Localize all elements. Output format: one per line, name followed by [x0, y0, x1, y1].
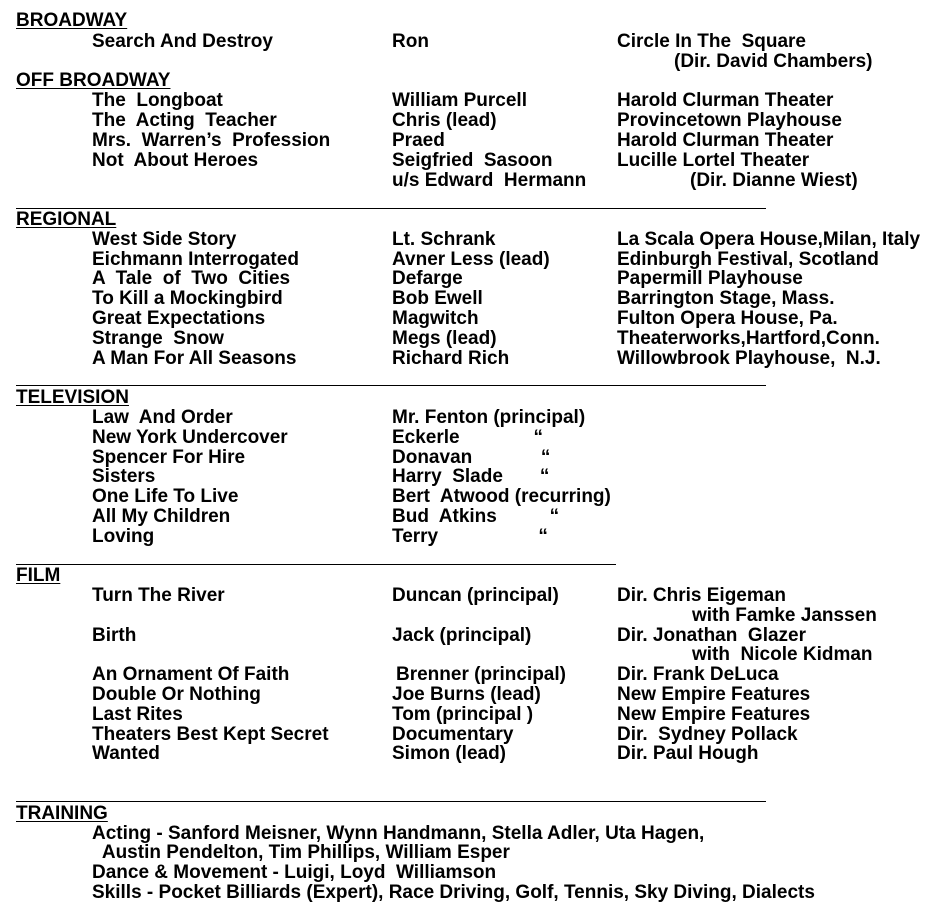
credit-role: Terry “: [392, 526, 548, 547]
section-heading-regional: REGIONAL: [16, 209, 117, 230]
credit-role: Richard Rich: [392, 348, 510, 369]
section-divider: [16, 564, 616, 565]
section-divider: [16, 801, 766, 802]
section-heading-broadway: BROADWAY: [16, 10, 128, 31]
credit-understudy-role: u/s Edward Hermann: [392, 170, 587, 191]
credit-role: Brenner (principal): [396, 664, 566, 685]
credit-venue: Edinburgh Festival, Scotland: [617, 249, 879, 270]
credit-show: A Tale of Two Cities: [92, 268, 291, 289]
section-heading-film: FILM: [16, 565, 61, 586]
credit-role: Tom (principal ): [392, 704, 534, 725]
credit-director: Dir. Sydney Pollack: [617, 724, 798, 745]
credit-director-note: (Dir. David Chambers): [674, 51, 873, 72]
credit-role: Duncan (principal): [392, 585, 559, 606]
credit-show: One Life To Live: [92, 486, 239, 507]
credit-show: The Acting Teacher: [92, 110, 277, 131]
credit-venue: Fulton Opera House, Pa.: [617, 308, 838, 329]
credit-venue: La Scala Opera House,Milan, Italy: [617, 229, 921, 250]
credit-show: Strange Snow: [92, 328, 224, 349]
credit-venue: Harold Clurman Theater: [617, 130, 834, 151]
credit-role: Bert Atwood (recurring): [392, 486, 611, 507]
credit-show: West Side Story: [92, 229, 237, 250]
training-line: Dance & Movement - Luigi, Loyd Williamson: [92, 862, 497, 883]
credit-director: Dir. Jonathan Glazer: [617, 625, 806, 646]
section-divider: [16, 208, 766, 209]
credit-role: Defarge: [392, 268, 463, 289]
credit-show: To Kill a Mockingbird: [92, 288, 283, 309]
credit-role: Donavan “: [392, 447, 551, 468]
credit-show: A Man For All Seasons: [92, 348, 297, 369]
credit-show: Wanted: [92, 743, 160, 764]
credit-role: Lt. Schrank: [392, 229, 496, 250]
credit-venue: Lucille Lortel Theater: [617, 150, 810, 171]
credit-role: Chris (lead): [392, 110, 497, 131]
credit-venue: Papermill Playhouse: [617, 268, 803, 289]
credit-costar-note: with Famke Janssen: [692, 605, 877, 626]
credit-role: Harry Slade “: [392, 466, 550, 487]
credit-costar-note: with Nicole Kidman: [692, 644, 873, 665]
credit-show: Loving: [92, 526, 155, 547]
credit-director: New Empire Features: [617, 684, 811, 705]
credit-show: Last Rites: [92, 704, 183, 725]
credit-director: Dir. Paul Hough: [617, 743, 759, 764]
credit-show: Double Or Nothing: [92, 684, 261, 705]
credit-show: Sisters: [92, 466, 156, 487]
credit-role: Mr. Fenton (principal): [392, 407, 586, 428]
credit-show: Great Expectations: [92, 308, 266, 329]
credit-role: Simon (lead): [392, 743, 507, 764]
credit-role: Joe Burns (lead): [392, 684, 541, 705]
training-line: Acting - Sanford Meisner, Wynn Handmann, Stella Adler, Uta Hagen,: [92, 823, 705, 844]
credit-role: Praed: [392, 130, 445, 151]
credit-role: Avner Less (lead): [392, 249, 550, 270]
credit-show: Spencer For Hire: [92, 447, 246, 468]
section-heading-off-broadway: OFF BROADWAY: [16, 70, 171, 91]
credit-show: Mrs. Warren’s Profession: [92, 130, 331, 151]
credit-show: Not About Heroes: [92, 150, 259, 171]
credit-director-note: (Dir. Dianne Wiest): [690, 170, 858, 191]
credit-show: Theaters Best Kept Secret: [92, 724, 329, 745]
credit-role: Seigfried Sasoon: [392, 150, 553, 171]
credit-role: Jack (principal): [392, 625, 532, 646]
credit-venue: Harold Clurman Theater: [617, 90, 834, 111]
credit-show: The Longboat: [92, 90, 223, 111]
credit-role: Ron: [392, 31, 429, 52]
credit-show: Law And Order: [92, 407, 233, 428]
credit-role: Megs (lead): [392, 328, 497, 349]
credit-venue: Willowbrook Playhouse, N.J.: [617, 348, 881, 369]
credit-venue: Circle In The Square: [617, 31, 806, 52]
credit-role: Documentary: [392, 724, 514, 745]
credit-director: Dir. Chris Eigeman: [617, 585, 786, 606]
credit-venue: Theaterworks,Hartford,Conn.: [617, 328, 880, 349]
section-divider: [16, 385, 766, 386]
credit-venue: Provincetown Playhouse: [617, 110, 842, 131]
credit-show: Birth: [92, 625, 137, 646]
credit-show: Turn The River: [92, 585, 225, 606]
credit-director: Dir. Frank DeLuca: [617, 664, 779, 685]
training-line: Skills - Pocket Billiards (Expert), Race Driving, Golf, Tennis, Sky Diving, Dialects: [92, 882, 815, 903]
credit-role: Bob Ewell: [392, 288, 483, 309]
credit-role: William Purcell: [392, 90, 527, 111]
credit-show: All My Children: [92, 506, 231, 527]
credit-show: Search And Destroy: [92, 31, 273, 52]
credit-role: Magwitch: [392, 308, 479, 329]
credit-show: New York Undercover: [92, 427, 288, 448]
credit-show: Eichmann Interrogated: [92, 249, 299, 270]
training-line: Austin Pendelton, Tim Phillips, William Esper: [92, 842, 510, 863]
section-heading-television: TELEVISION: [16, 387, 129, 408]
credit-show: An Ornament Of Faith: [92, 664, 290, 685]
credit-director: New Empire Features: [617, 704, 811, 725]
section-heading-training: TRAINING: [16, 803, 108, 824]
credit-role: Eckerle “: [392, 427, 544, 448]
credit-role: Bud Atkins “: [392, 506, 560, 527]
credit-venue: Barrington Stage, Mass.: [617, 288, 835, 309]
